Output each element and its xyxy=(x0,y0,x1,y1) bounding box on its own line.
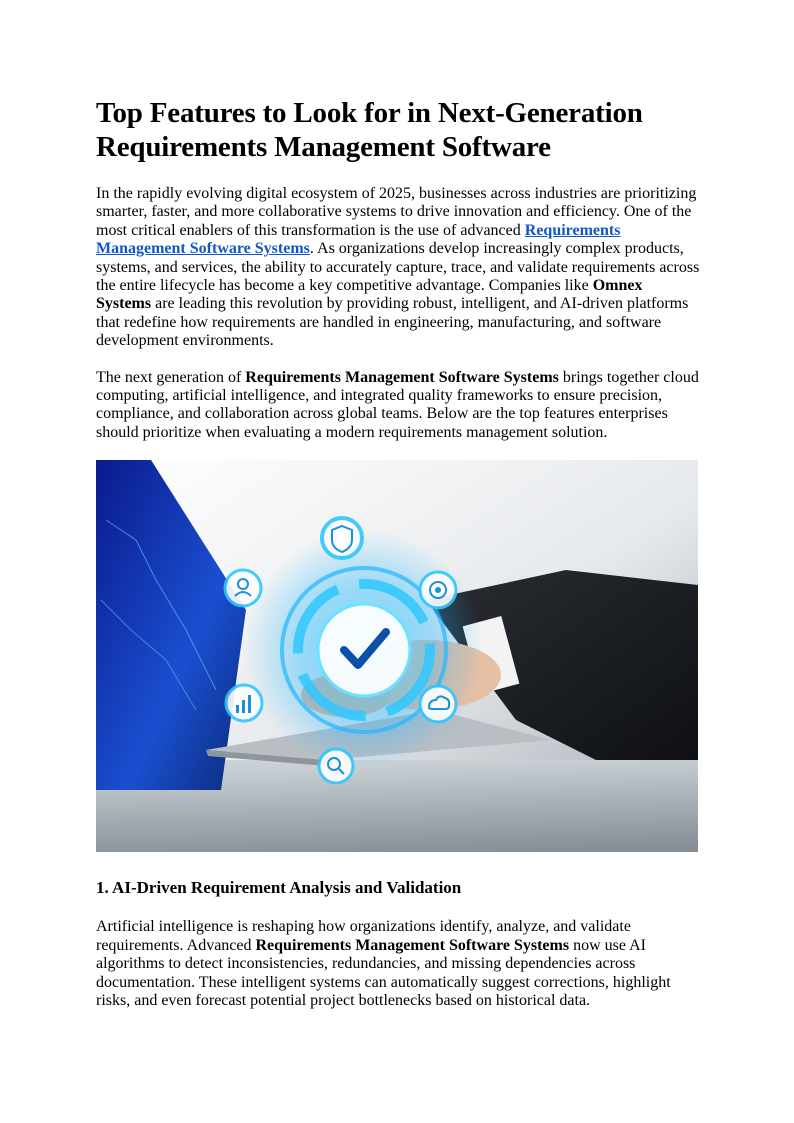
para2-bold: Requirements Management Software Systems xyxy=(245,368,559,386)
section1-text-1: Artificial intelligence is reshaping how organizations identify, analyze, and validate requirements. Advanced xyxy=(96,918,631,954)
chart-icon xyxy=(226,685,262,721)
second-paragraph xyxy=(96,369,700,443)
page-title: Top Features to Look for in Next-Generation Requirements Management Software xyxy=(96,97,643,163)
requirements-software-link[interactable]: Requirements Management Software Systems xyxy=(96,221,621,258)
intro-text-1: In the rapidly evolving digital ecosystem of 2025, businesses across industries are prioritizing smarter, faster, and more collaborative systems to drive innovation and efficiency. One of the most critical enablers of this transformation is the use of advanced xyxy=(96,185,697,239)
intro-paragraph xyxy=(96,185,700,351)
search-icon xyxy=(319,749,353,783)
section-1-heading: 1. AI-Driven Requirement Analysis and Validation xyxy=(96,878,462,898)
intro-text-3: are leading this revolution by providing robust, intelligent, and AI-driven platforms that redefine how requirements are handled in engineering, manufacturing, and software development environments. xyxy=(96,295,689,350)
section-1-paragraph xyxy=(96,918,700,1010)
section1-bold: Requirements Management Software Systems xyxy=(255,936,570,954)
para2-text-2: brings together cloud computing, artificial intelligence, and integrated quality frameworks to ensure precision, compliance, and collaboration across global teams. Below are the top features enterprises should prioritize when evaluating a modern requirements management solution. xyxy=(96,368,699,441)
document-page xyxy=(96,96,700,1028)
hero-image xyxy=(96,460,698,852)
shield-check-icon xyxy=(322,518,362,558)
cloud-icon xyxy=(420,686,456,722)
user-network-icon xyxy=(225,570,261,606)
para2-text-1: The next generation of xyxy=(96,368,246,386)
section1-text-2: now use AI algorithms to detect inconsistencies, redundancies, and missing dependencies across documentation. These intelligent systems can automatically suggest corrections, highlight risks, and even forecast potential project bottlenecks based on historical data. xyxy=(96,936,671,1009)
target-icon xyxy=(420,572,456,608)
intro-text-2: . As organizations develop increasingly complex products, systems, and services, the ability to accurately capture, trace, and validate requirements across the entire lifecycle has become a key competitive advantage. Companies like xyxy=(96,240,700,295)
company-name: Omnex Systems xyxy=(96,277,643,313)
